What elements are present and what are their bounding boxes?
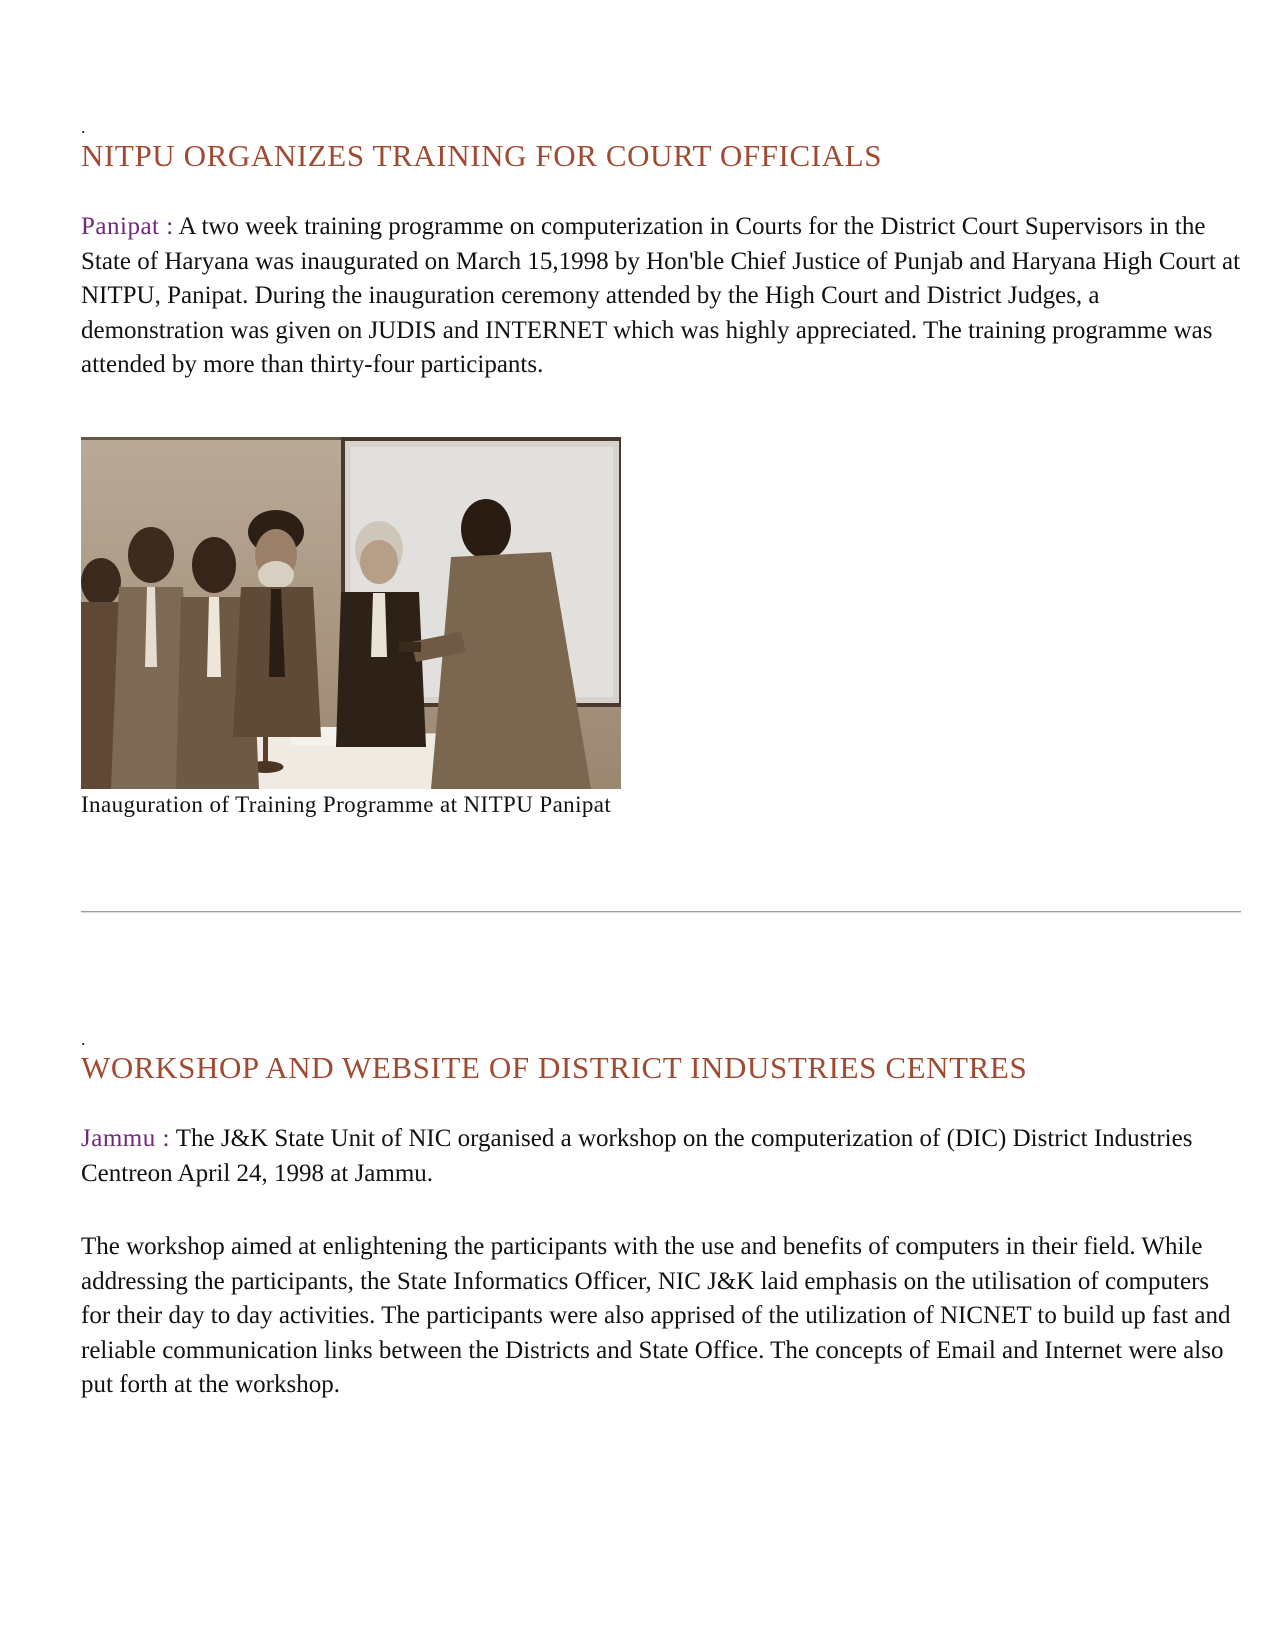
sepia-photo-inauguration: [81, 437, 621, 789]
photo-caption: Inauguration of Training Programme at NITPU Panipat: [81, 792, 612, 817]
article-dic-workshop: [81, 1030, 1241, 1403]
article-body: A two week training programme on computerization in Courts for the District Court Supervisors in the State of Haryana was inaugurated on March 15,1998 by Hon'ble Chief Justice of Punjab and Haryana High Court at NITPU, Panipat. During the inauguration ceremony attended by the High Court and District Judges, a demonstration was given on JUDIS and INTERNET which was highly appreciated. The training programme was attended by more than thirty-four participants.: [81, 213, 1241, 378]
article-nitpu-training: [81, 118, 1241, 383]
headline: WORKSHOP AND WEBSITE OF DISTRICT INDUSTRIES CENTRES: [81, 1050, 1028, 1085]
article-body: The J&K State Unit of NIC organised a workshop on the computerization of (DIC) District Industries Centreon April 24, 1998 at Jammu.: [81, 1125, 1193, 1187]
photo-figure: [81, 437, 621, 820]
section-marker: .: [81, 117, 86, 137]
horizontal-divider: [81, 911, 1241, 913]
headline: NITPU ORGANIZES TRAINING FOR COURT OFFICIALS: [81, 138, 883, 173]
dateline: Panipat :: [81, 213, 174, 240]
article-paragraph-2: The workshop aimed at enlightening the participants with the use and benefits of computers in their field. While addressing the participants, the State Informatics Officer, NIC J&K laid emphasis on the utilisation of computers for their day to day activities. The participants were also apprised of the utilization of NICNET to build up fast and reliable communication links between the Districts and State Office. The concepts of Email and Internet were also put forth at the workshop.: [81, 1233, 1231, 1398]
dateline: Jammu :: [81, 1125, 170, 1152]
article-paragraph: [81, 210, 1241, 383]
section-marker: .: [81, 1029, 86, 1049]
article-paragraph: [81, 1122, 1241, 1191]
